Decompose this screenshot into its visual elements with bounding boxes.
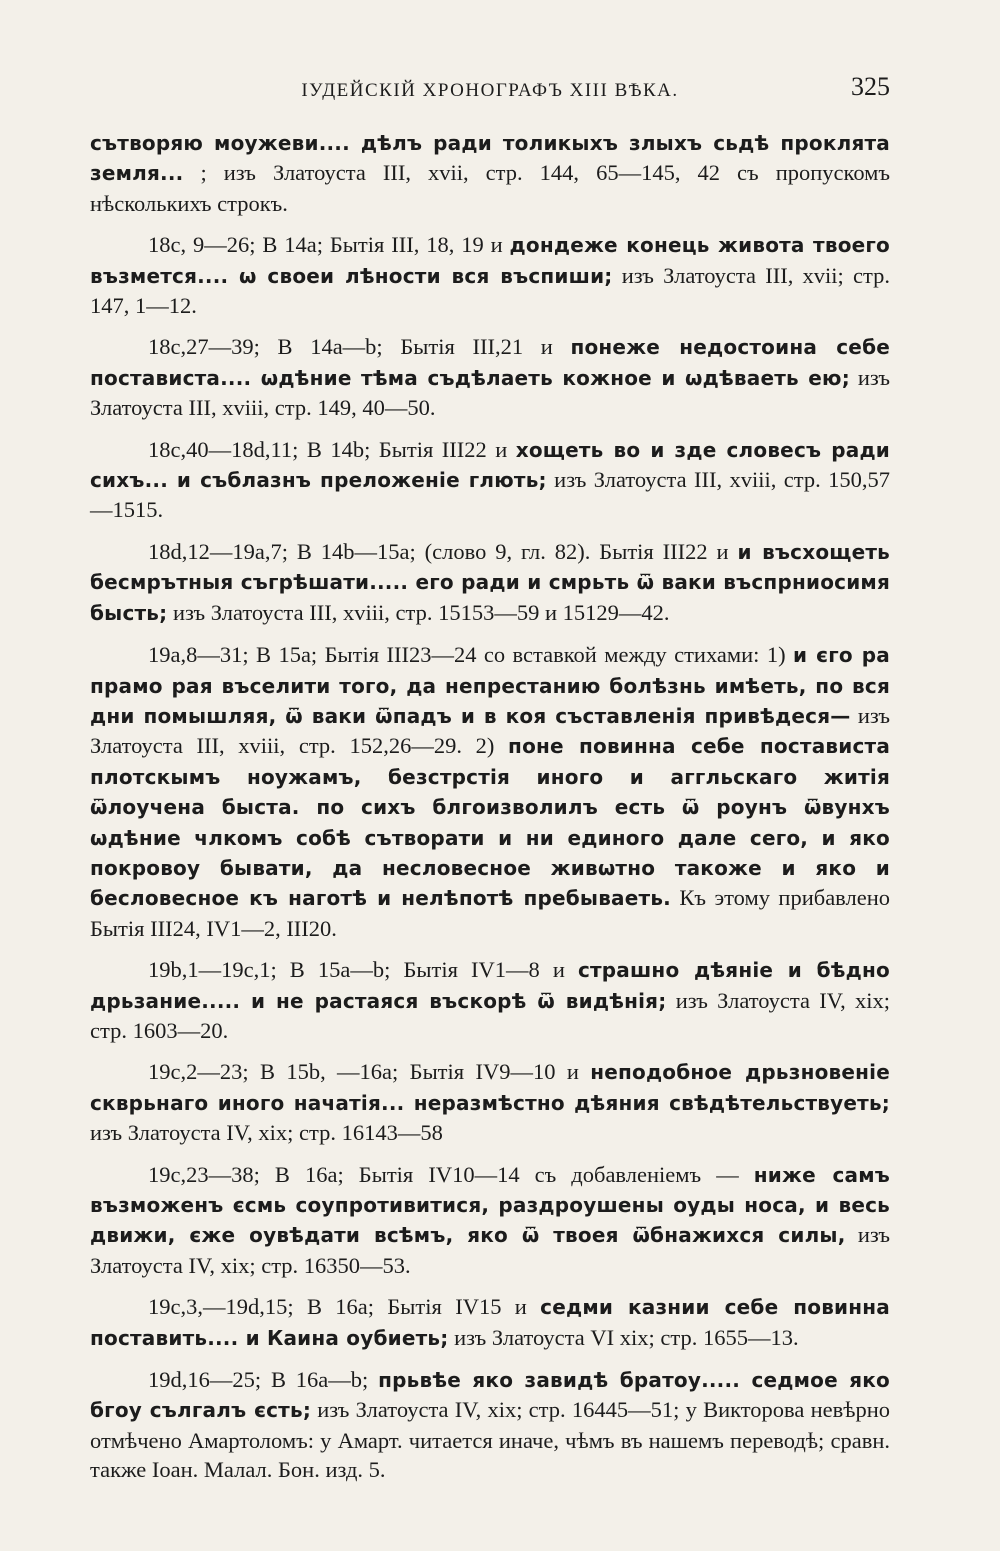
- body-text: [90, 128, 890, 1497]
- reference: 18c,27—39; В 14a—b; Бытія III,21 и: [148, 334, 553, 360]
- reference: 19c,3,—19d,15; В 16a; Бытія IV15 и: [148, 1294, 527, 1320]
- citation: изъ Златоуста VI xix; стр. 1655—13.: [454, 1324, 799, 1350]
- slavonic-quote: неподобное дрьзновеніе скврьнаго иного начатія... неразмѣстно дѣяния свѣдѣтельствуеть;: [90, 1060, 890, 1115]
- citation: изъ Златоуста III, xviii, стр. 150,57—1515.: [90, 467, 891, 523]
- slavonic-quote: понеже недостоина себе постависта.... ѡдѣние тѣма съдѣлаеть кожное и ѡдѣваеть ею;: [90, 335, 890, 390]
- paragraph-1: [90, 128, 890, 218]
- slavonic-quote: прьвѣе яко завидѣ братоу..... седмое яко бгоу сългалъ єсть;: [90, 1368, 890, 1423]
- paragraph-9: [90, 1160, 890, 1281]
- reference: 19c,2—23; В 15b, —16a; Бытія IV9—10 и: [148, 1059, 579, 1085]
- running-title: ІУДЕЙСКІЙ ХРОНОГРАФЪ XIII ВѢКА.: [301, 80, 679, 101]
- paragraph-2: [90, 230, 890, 320]
- slavonic-quote: дондеже конець живота твоего възмется.... ѡ своеи лѣности вся въспиши;: [90, 233, 890, 288]
- paragraph-8: [90, 1057, 890, 1147]
- citation: изъ Златоуста IV, xix; стр. 16350—53.: [90, 1222, 890, 1278]
- slavonic-quote: хощеть во и зде словесъ ради сихъ... и съблазнъ преложеніе глють;: [90, 437, 891, 493]
- slavonic-quote: седми казнии себе повинна поставить.... и Каина оубиеть;: [90, 1295, 890, 1350]
- paragraph-10: [90, 1292, 890, 1353]
- citation: изъ Златоуста III, xvii; стр. 147, 1—12.: [90, 262, 891, 319]
- slavonic-quote: и єго ра прамо рая въселити того, да непрестанию болѣзнь имѣеть, по вся дни помышляя, ѿ ваки ѿпадъ и в коя съставленія привѣдеся—: [90, 643, 890, 728]
- paragraph-4: [90, 435, 890, 525]
- reference: 19c,23—38; В 16a; Бытія IV10—14 съ добавленіемъ —: [148, 1161, 739, 1187]
- reference: 19a,8—31; В 15a; Бытія III23—24 со вставкой между стихами: 1): [148, 642, 786, 668]
- page-number: 325: [851, 72, 890, 101]
- reference: 19d,16—25; В 16a—b;: [148, 1367, 369, 1393]
- reference: 18c,40—18d,11; В 14b; Бытія III22 и: [148, 436, 508, 462]
- citation: изъ Златоуста III, xviii, стр. 149, 40—50.: [90, 364, 891, 421]
- citation: изъ Златоуста IV, xix; стр. 16445—51; у Викторова невѣрно отмѣчено Амартоломъ: у Амарт. читается иначе, чѣмъ въ нашемъ переводѣ; сравн. также Іоан. Малал. Бон. изд. 5.: [90, 1397, 890, 1483]
- paragraph-3: [90, 332, 890, 422]
- paragraph-6: [90, 640, 890, 943]
- slavonic-quote: сътворяю моужеви.... дѣлъ ради толикыхъ злыхъ сьдѣ проклята земля...: [90, 131, 890, 186]
- slavonic-quote: ниже самъ възможенъ єсмь соупротивитися, раздроушены оуды носа, и весь движи, єже оувѣдати всѣмъ, яко ѿ твоея ѿбнажихся силы,: [90, 1162, 890, 1248]
- slavonic-quote: и въсхощеть бесмрътныя съгрѣшати..... его ради и смрьть ѿ ваки въспрниосимя бысть;: [90, 539, 890, 625]
- citation: изъ Златоуста III, xviii, стр. 15153—59 и 15129—42.: [172, 599, 670, 625]
- citation: изъ Златоуста IV, xix; стр. 1603—20.: [90, 987, 891, 1043]
- citation: изъ Златоуста III, xviii, стр. 152,26—29. 2): [90, 702, 890, 759]
- reference: 18d,12—19a,7; В 14b—15a; (слово 9, гл. 82). Бытія III22 и: [148, 538, 729, 564]
- slavonic-quote-2: поне повинна себе постависта плотскымъ ноужамъ, безстрстія иного и аггльскаго житія ѿлоучена быста. по сихъ блгоизволилъ есть ѿ роунъ ѿвунхъ ѡдѣние члкомъ собѣ сътворати и ни единого дале сего, и яко покровоу бывати, да несловесное живѡтно такоже и яко и бесловесное къ наготѣ и нелѣпотѣ пребываеть.: [90, 734, 891, 911]
- citation: ; изъ Златоуста III, xvii, стр. 144, 65—145, 42 съ пропускомъ нѣсколькихъ строкъ.: [90, 160, 891, 216]
- reference: 18c, 9—26; В 14a; Бытія III, 18, 19 и: [148, 232, 503, 258]
- paragraph-5: [90, 537, 890, 628]
- paragraph-7: [90, 955, 890, 1045]
- citation: изъ Златоуста IV, xix; стр. 16143—58: [90, 1120, 443, 1146]
- slavonic-quote: страшно дѣяніе и бѣдно дрьзание..... и не растаяся въскорѣ ѿ видѣнія;: [90, 958, 890, 1013]
- paragraph-11: [90, 1365, 890, 1485]
- page-header: [90, 72, 890, 112]
- citation-2: Къ этому прибавлено Бытія III24, IV1—2, III20.: [90, 885, 891, 941]
- reference: 19b,1—19c,1; В 15a—b; Бытія IV1—8 и: [148, 957, 565, 983]
